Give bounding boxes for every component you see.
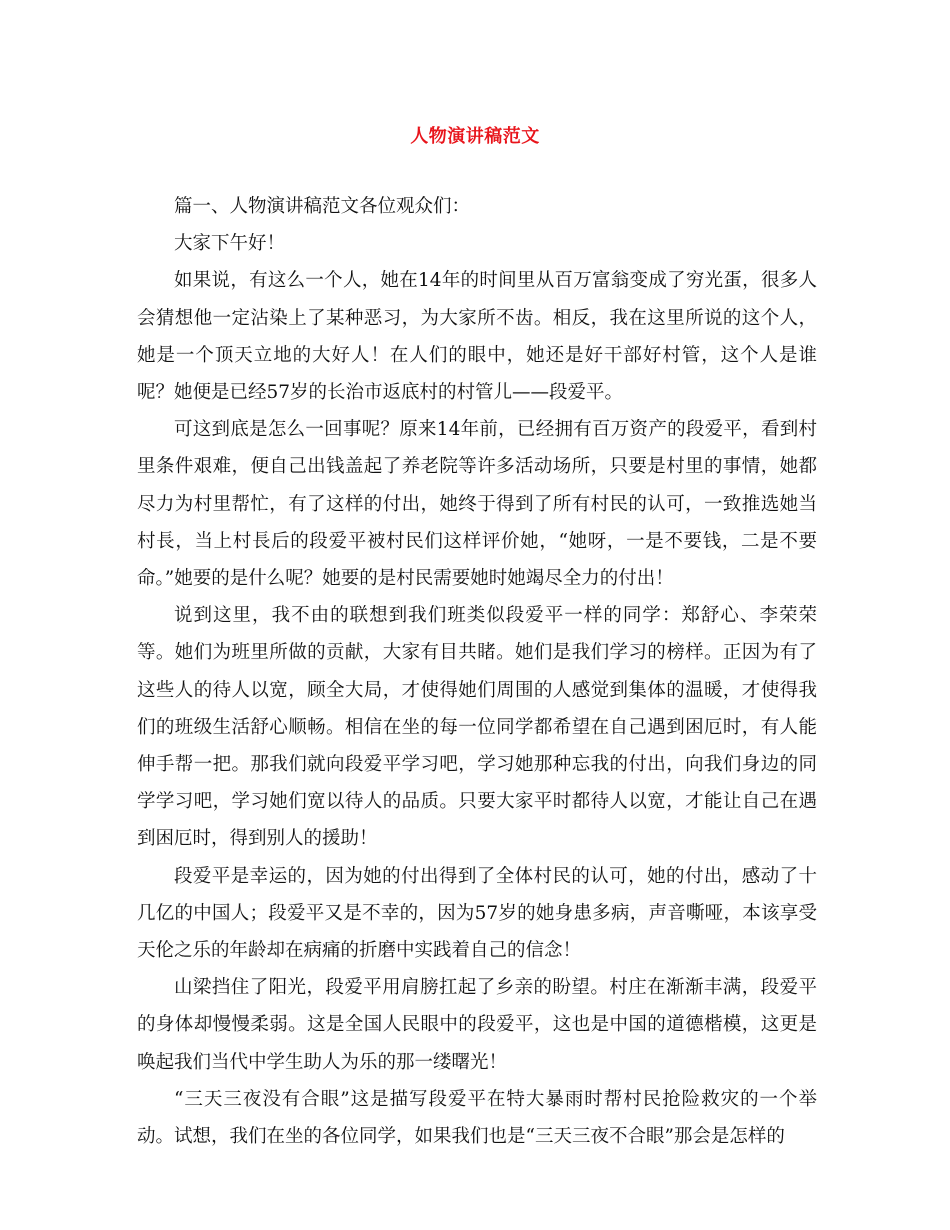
paragraph: 段爱平是幸运的，因为她的付出得到了全体村民的认可，她的付出，感动了十几亿的中国人；段爱平又是不幸的，因为57岁的她身患多病，声音嘶哑，本该享受天伦之乐的年龄却在病痛的折磨中实践着自己的信念！ — [137, 865, 817, 962]
document-title: 人物演讲稿范文 — [410, 126, 540, 147]
paragraph: “三天三夜没有合眼”这是描写段爱平在特大暴雨时帮村民抢险救灾的一个举动。试想，我们在坐的各位同学，如果我们也是“三天三夜不合眼”那会是怎样的 — [137, 1088, 817, 1148]
document-body — [137, 188, 817, 1155]
paragraph: 如果说，有这么一个人，她在14年的时间里从百万富翁变成了穷光蛋，很多人会猜想他一定沾染上了某种恶习，为大家所不齿。相反，我在这里所说的这个人，她是一个顶天立地的大好人！在人们的眼中，她还是好干部好村管，这个人是谁呢？她便是已经57岁的长治市返底村的村管儿——段爱平。 — [137, 270, 817, 404]
paragraph: 篇一、人物演讲稿范文各位观众们： — [174, 196, 471, 217]
paragraph: 说到这里，我不由的联想到我们班类似段爱平一样的同学：郑舒心、李荣荣等。她们为班里所做的贡献，大家有目共睹。她们是我们学习的榜样。正因为有了这些人的待人以宽，顾全大局，才使得她们周围的人感觉到集体的温暖，才使得我们的班级生活舒心顺畅。相信在坐的每一位同学都希望在自己遇到困厄时，有人能伸手帮一把。那我们就向段爱平学习吧，学习她那种忘我的付出，向我们身边的同学学习吧，学习她们宽以待人的品质。只要大家平时都待人以宽，才能让自己在遇到困厄时，得到别人的援助！ — [137, 605, 817, 850]
paragraph: 可这到底是怎么一回事呢？原来14年前，已经拥有百万资产的段爱平，看到村里条件艰难，便自己出钱盖起了养老院等许多活动场所，只要是村里的事情，她都尽力为村里帮忙，有了这样的付出，她终于得到了所有村民的认可，一致推选她当村長，当上村長后的段爱平被村民们这样评价她，“她呀，一是不要钱，二是不要命。”她要的是什么呢？她要的是村民需要她时她竭尽全力的付出！ — [137, 419, 817, 590]
paragraph: 山梁挡住了阳光，段爱平用肩膀扛起了乡亲的盼望。村庄在渐渐丰满，段爱平的身体却慢慢柔弱。这是全国人民眼中的段爱平，这也是中国的道德楷模，这更是唤起我们当代中学生助人为乐的那一缕曙光！ — [137, 977, 817, 1073]
paragraph: 大家下午好！ — [174, 233, 286, 255]
